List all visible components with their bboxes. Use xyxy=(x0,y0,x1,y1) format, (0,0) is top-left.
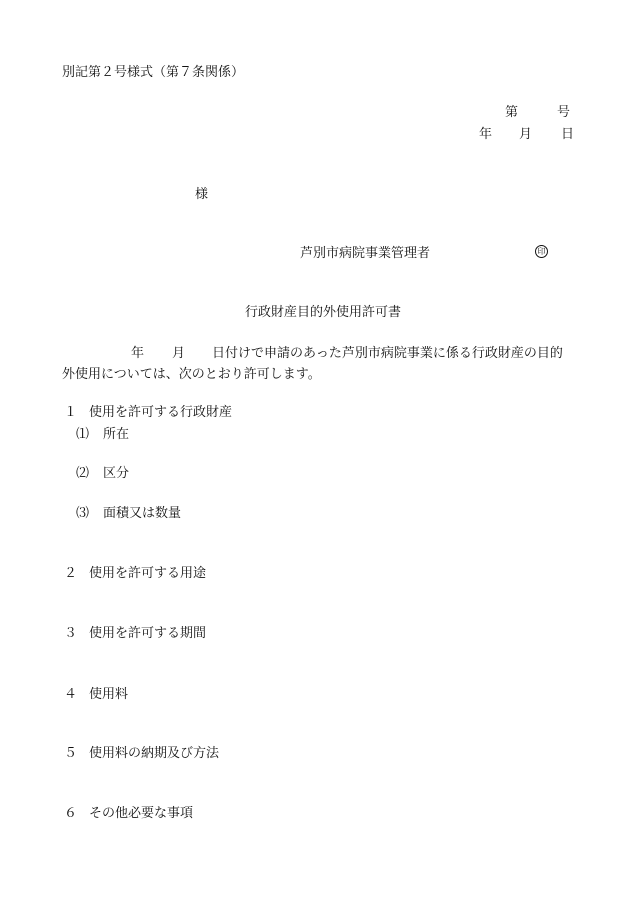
document-number-prefix: 第 xyxy=(505,105,519,120)
item-5 xyxy=(64,745,219,763)
item-2-number: ２ xyxy=(64,566,78,581)
item-5-number: ５ xyxy=(64,746,78,761)
item-6-label: その他必要な事項 xyxy=(89,806,194,821)
item-1-sub-3-number: ⑶ xyxy=(76,506,90,521)
date-year-label: 年 xyxy=(479,127,493,142)
item-1-sub-2 xyxy=(76,465,129,483)
item-1-sub-1-label: 所在 xyxy=(103,427,130,442)
item-1-sub-1 xyxy=(76,426,129,444)
item-3-label: 使用を許可する期間 xyxy=(89,626,207,641)
body-text-line-1: 日付けで申請のあった芦別市病院事業に係る行政財産の目的 xyxy=(212,346,563,361)
item-1-sub-3 xyxy=(76,505,181,523)
date-month-label: 月 xyxy=(519,127,533,142)
item-1-label: 使用を許可する行政財産 xyxy=(89,405,233,420)
body-text-line-2: 外使用については、次のとおり許可します。 xyxy=(62,367,321,382)
document-title: 行政財産目的外使用許可書 xyxy=(245,305,402,320)
item-2 xyxy=(64,565,206,583)
form-number: 別記第２号様式（第７条関係） xyxy=(62,65,245,80)
item-1 xyxy=(64,404,232,422)
item-3 xyxy=(64,625,206,643)
addressee-honorific: 様 xyxy=(195,187,209,202)
document-number-suffix: 号 xyxy=(557,105,571,120)
item-1-sub-2-number: ⑵ xyxy=(76,466,90,481)
issuer-name: 芦別市病院事業管理者 xyxy=(300,246,431,261)
item-1-number: １ xyxy=(64,405,78,420)
body-year-label: 年 xyxy=(131,346,145,361)
item-5-label: 使用料の納期及び方法 xyxy=(89,746,220,761)
item-4 xyxy=(64,686,128,704)
date-day-label: 日 xyxy=(561,127,575,142)
seal-icon: 印 xyxy=(535,245,548,258)
item-2-label: 使用を許可する用途 xyxy=(89,566,207,581)
item-3-number: ３ xyxy=(64,626,78,641)
item-6-number: ６ xyxy=(64,806,78,821)
item-1-sub-2-label: 区分 xyxy=(103,466,130,481)
item-4-label: 使用料 xyxy=(89,687,129,702)
item-6 xyxy=(64,805,193,823)
item-1-sub-1-number: ⑴ xyxy=(76,427,90,442)
item-4-number: ４ xyxy=(64,687,78,702)
body-month-label: 月 xyxy=(172,346,186,361)
item-1-sub-3-label: 面積又は数量 xyxy=(103,506,182,521)
